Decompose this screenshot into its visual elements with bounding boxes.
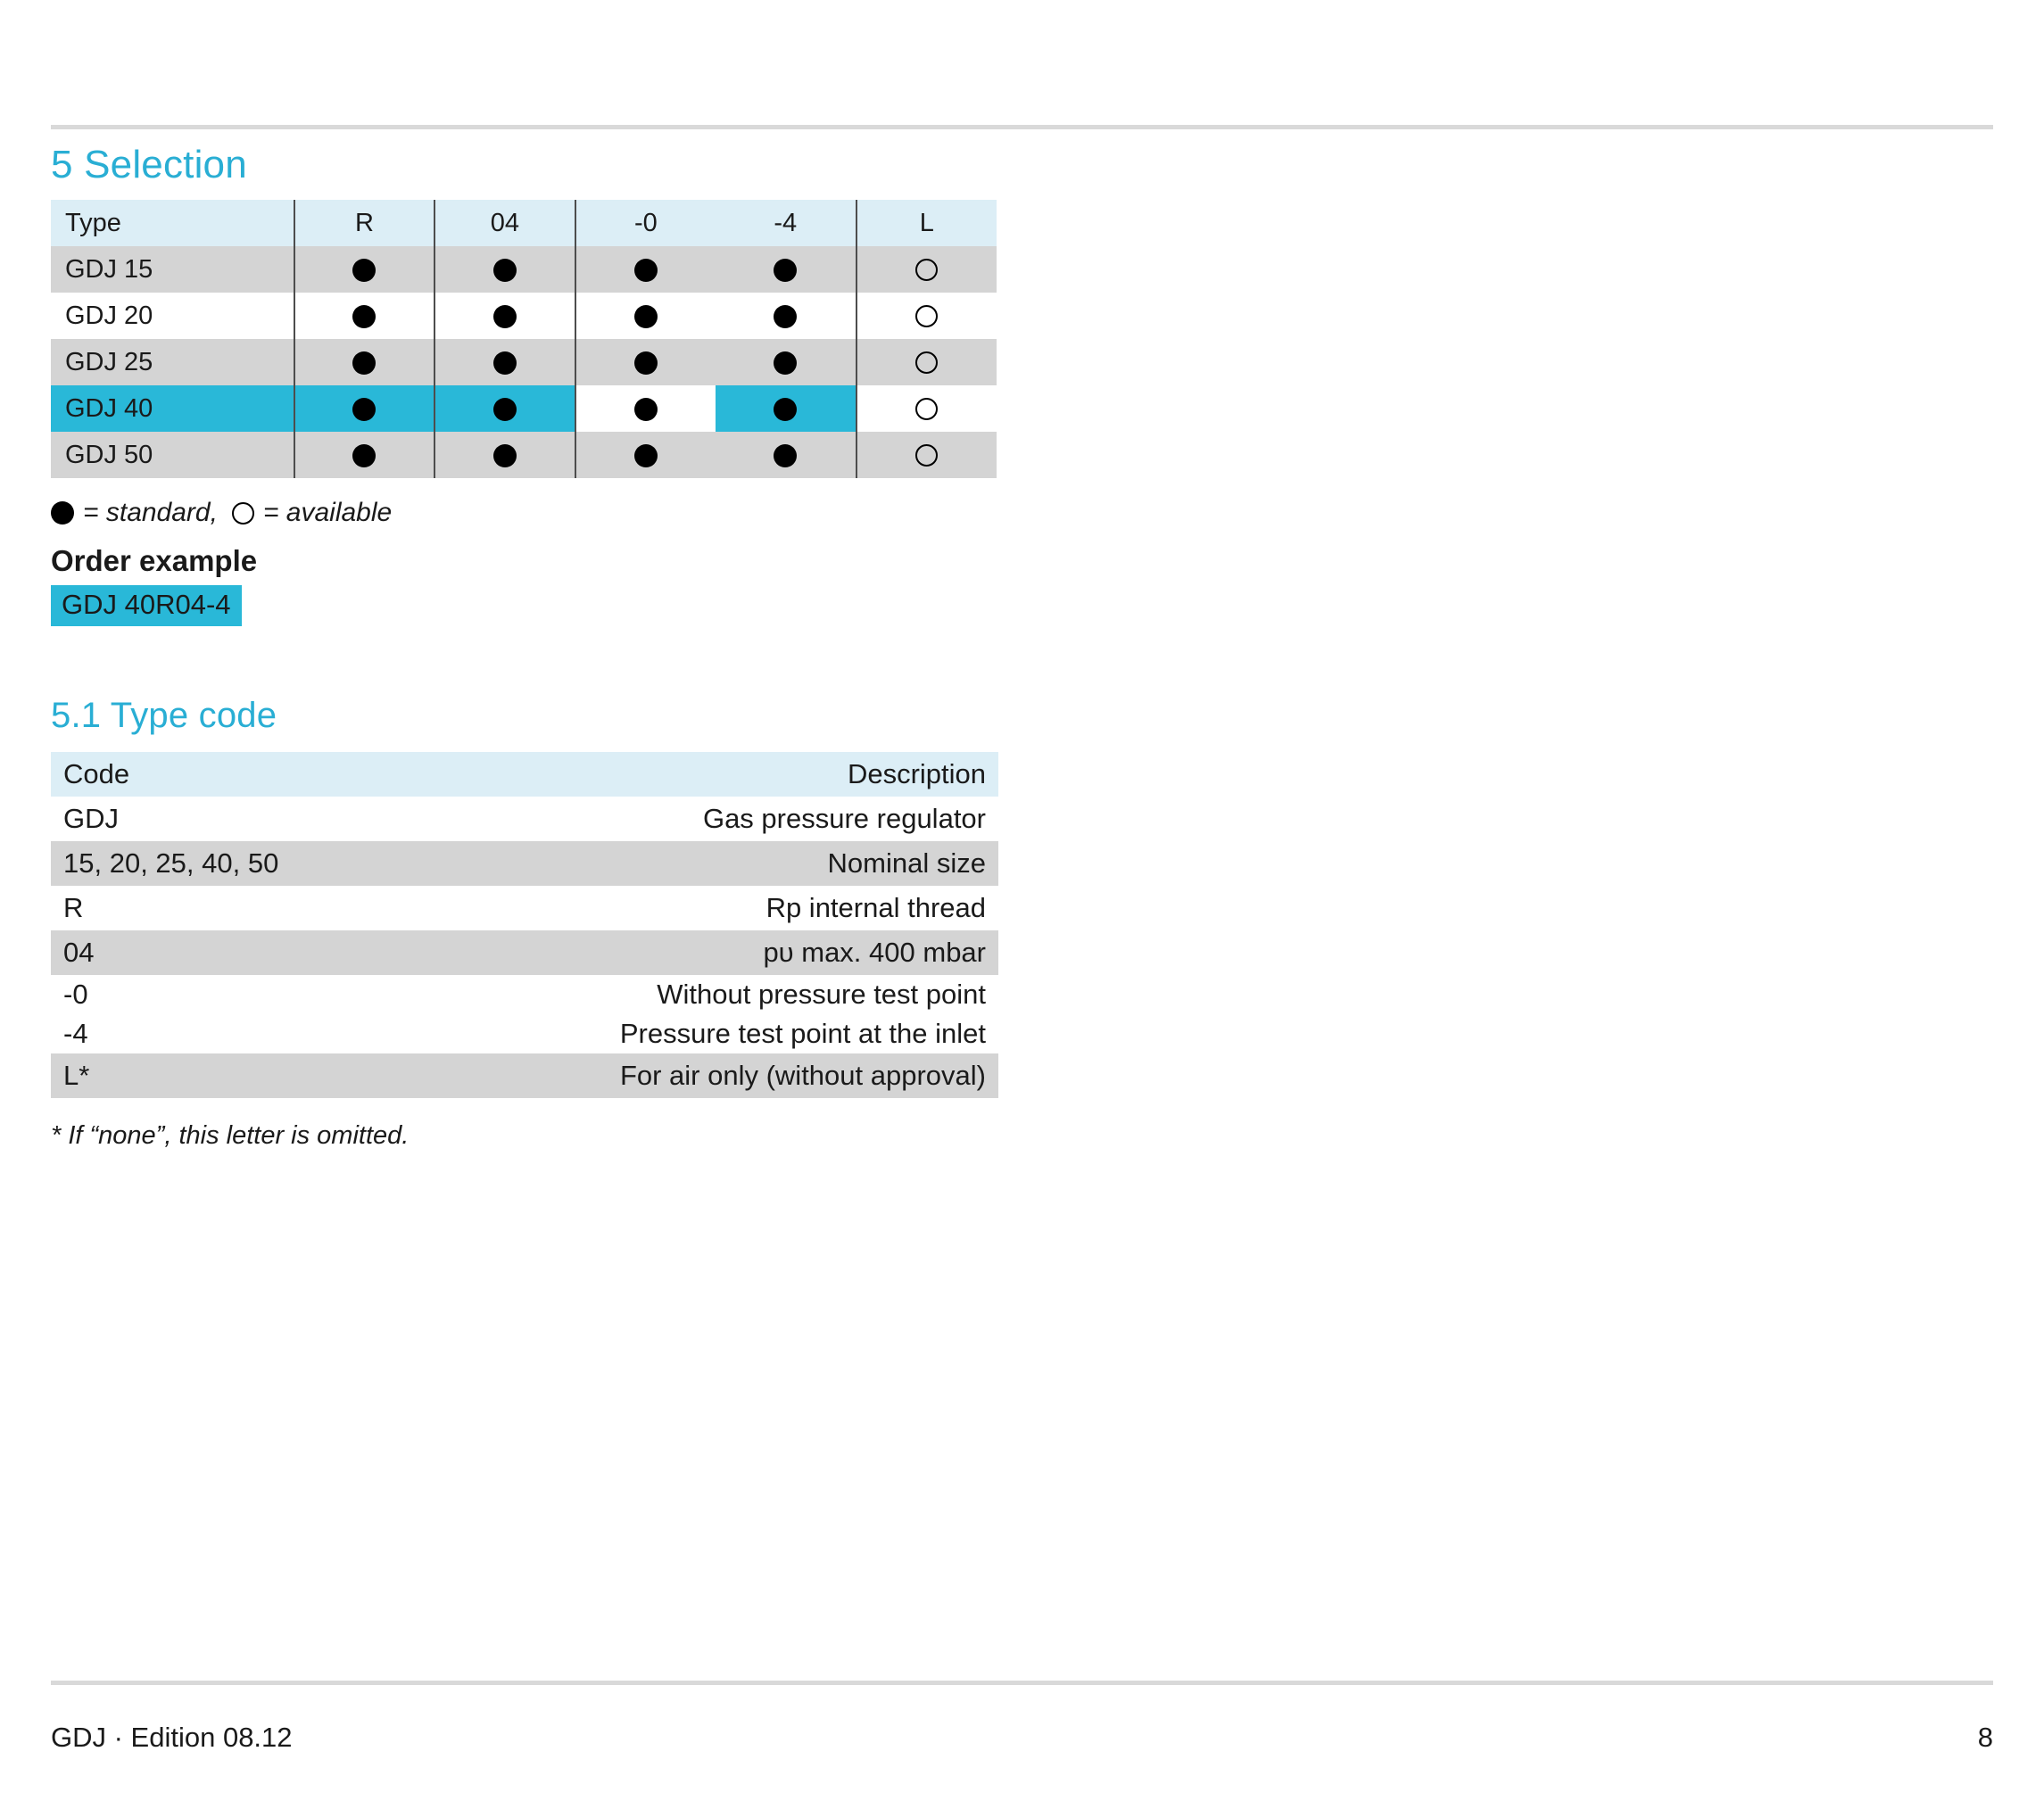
mark-cell-04 [434,432,575,478]
standard-dot-icon [352,351,376,375]
available-dot-icon [915,351,938,374]
footer-edition: GDJ · Edition 08.12 [51,1722,293,1753]
mark-cell-0 [575,432,716,478]
table-row [51,797,998,841]
type-code-cell-description: Nominal size [434,841,998,886]
standard-dot-icon [493,444,517,467]
mark-cell-l [856,246,997,293]
standard-dot-icon [493,398,517,421]
standard-dot-icon [634,305,658,328]
table-row [51,293,997,339]
standard-dot-icon [774,305,797,328]
selection-row-type: GDJ 50 [51,432,294,478]
order-example-code: GDJ 40R04-4 [51,585,242,626]
mark-cell-l [856,432,997,478]
selection-header-0: -0 [575,200,716,246]
table-row [51,432,997,478]
type-code-section [51,696,1996,1151]
standard-dot-icon [352,398,376,421]
type-code-header-description: Description [434,752,998,797]
type-code-table [51,752,998,1098]
footnote: * If “none”, this letter is omitted. [51,1121,410,1151]
legend-available-label: = available [262,498,393,527]
type-code-cell-description: pᴜ max. 400 mbar [434,930,998,975]
standard-dot-icon [493,351,517,375]
type-code-cell-description: Pressure test point at the inlet [434,1014,998,1053]
selection-header-04: 04 [434,200,575,246]
mark-cell-l [856,293,997,339]
selection-table [51,200,997,478]
table-row [51,975,998,1014]
mark-cell-r [294,293,434,339]
standard-dot-icon [493,305,517,328]
table-row [51,1014,998,1053]
type-code-cell-description: Gas pressure regulator [434,797,998,841]
table-row [51,886,998,930]
order-example-heading: Order example [51,544,258,577]
mark-cell-4 [716,339,856,385]
page-footer [51,1722,1993,1754]
mark-cell-4 [716,246,856,293]
legend-standard-label: = standard, [83,498,218,527]
page-title: 5 Selection [51,143,247,186]
mark-cell-l [856,385,997,432]
available-dot-icon [915,398,938,420]
type-code-cell-code: -4 [51,1014,434,1053]
bottom-rule [51,1681,1993,1685]
footer-page-number: 8 [1977,1722,1993,1753]
mark-cell-r [294,432,434,478]
mark-cell-04 [434,246,575,293]
mark-cell-r [294,385,434,432]
mark-cell-04 [434,339,575,385]
selection-row-type: GDJ 40 [51,385,294,432]
type-code-cell-code: R [51,886,434,930]
standard-dot-icon [634,398,658,421]
subsection-title: 5.1 Type code [51,696,277,736]
mark-cell-04 [434,293,575,339]
table-row [51,930,998,975]
selection-header-l: L [856,200,997,246]
type-code-cell-code: GDJ [51,797,434,841]
available-dot-icon [232,502,254,525]
available-dot-icon [915,444,938,467]
mark-cell-r [294,246,434,293]
mark-cell-04 [434,385,575,432]
mark-cell-0 [575,339,716,385]
selection-header-type: Type [51,200,294,246]
mark-cell-4 [716,432,856,478]
table-row [51,339,997,385]
standard-dot-icon [51,501,74,525]
standard-dot-icon [634,444,658,467]
standard-dot-icon [352,305,376,328]
page-content [51,143,1996,1151]
type-code-cell-description: For air only (without approval) [434,1053,998,1098]
mark-cell-4 [716,385,856,432]
standard-dot-icon [634,351,658,375]
table-row [51,1053,998,1098]
legend [51,498,1996,528]
type-code-cell-description: Without pressure test point [434,975,998,1014]
standard-dot-icon [352,444,376,467]
type-code-cell-code: L* [51,1053,434,1098]
type-code-cell-description: Rp internal thread [434,886,998,930]
mark-cell-4 [716,293,856,339]
table-row [51,841,998,886]
standard-dot-icon [774,444,797,467]
available-dot-icon [915,305,938,327]
selection-row-type: GDJ 15 [51,246,294,293]
selection-row-type: GDJ 20 [51,293,294,339]
standard-dot-icon [774,351,797,375]
mark-cell-0 [575,293,716,339]
standard-dot-icon [774,398,797,421]
type-code-cell-code: -0 [51,975,434,1014]
type-code-cell-code: 15, 20, 25, 40, 50 [51,841,434,886]
mark-cell-0 [575,246,716,293]
top-rule [51,125,1993,129]
table-row [51,246,997,293]
selection-table-header-row [51,200,997,246]
selection-header-r: R [294,200,434,246]
available-dot-icon [915,259,938,281]
type-code-cell-code: 04 [51,930,434,975]
standard-dot-icon [352,259,376,282]
mark-cell-l [856,339,997,385]
selection-row-type: GDJ 25 [51,339,294,385]
standard-dot-icon [634,259,658,282]
standard-dot-icon [774,259,797,282]
selection-header-4: -4 [716,200,856,246]
type-code-header-code: Code [51,752,434,797]
type-code-header-row [51,752,998,797]
standard-dot-icon [493,259,517,282]
mark-cell-0 [575,385,716,432]
table-row-highlighted [51,385,997,432]
mark-cell-r [294,339,434,385]
